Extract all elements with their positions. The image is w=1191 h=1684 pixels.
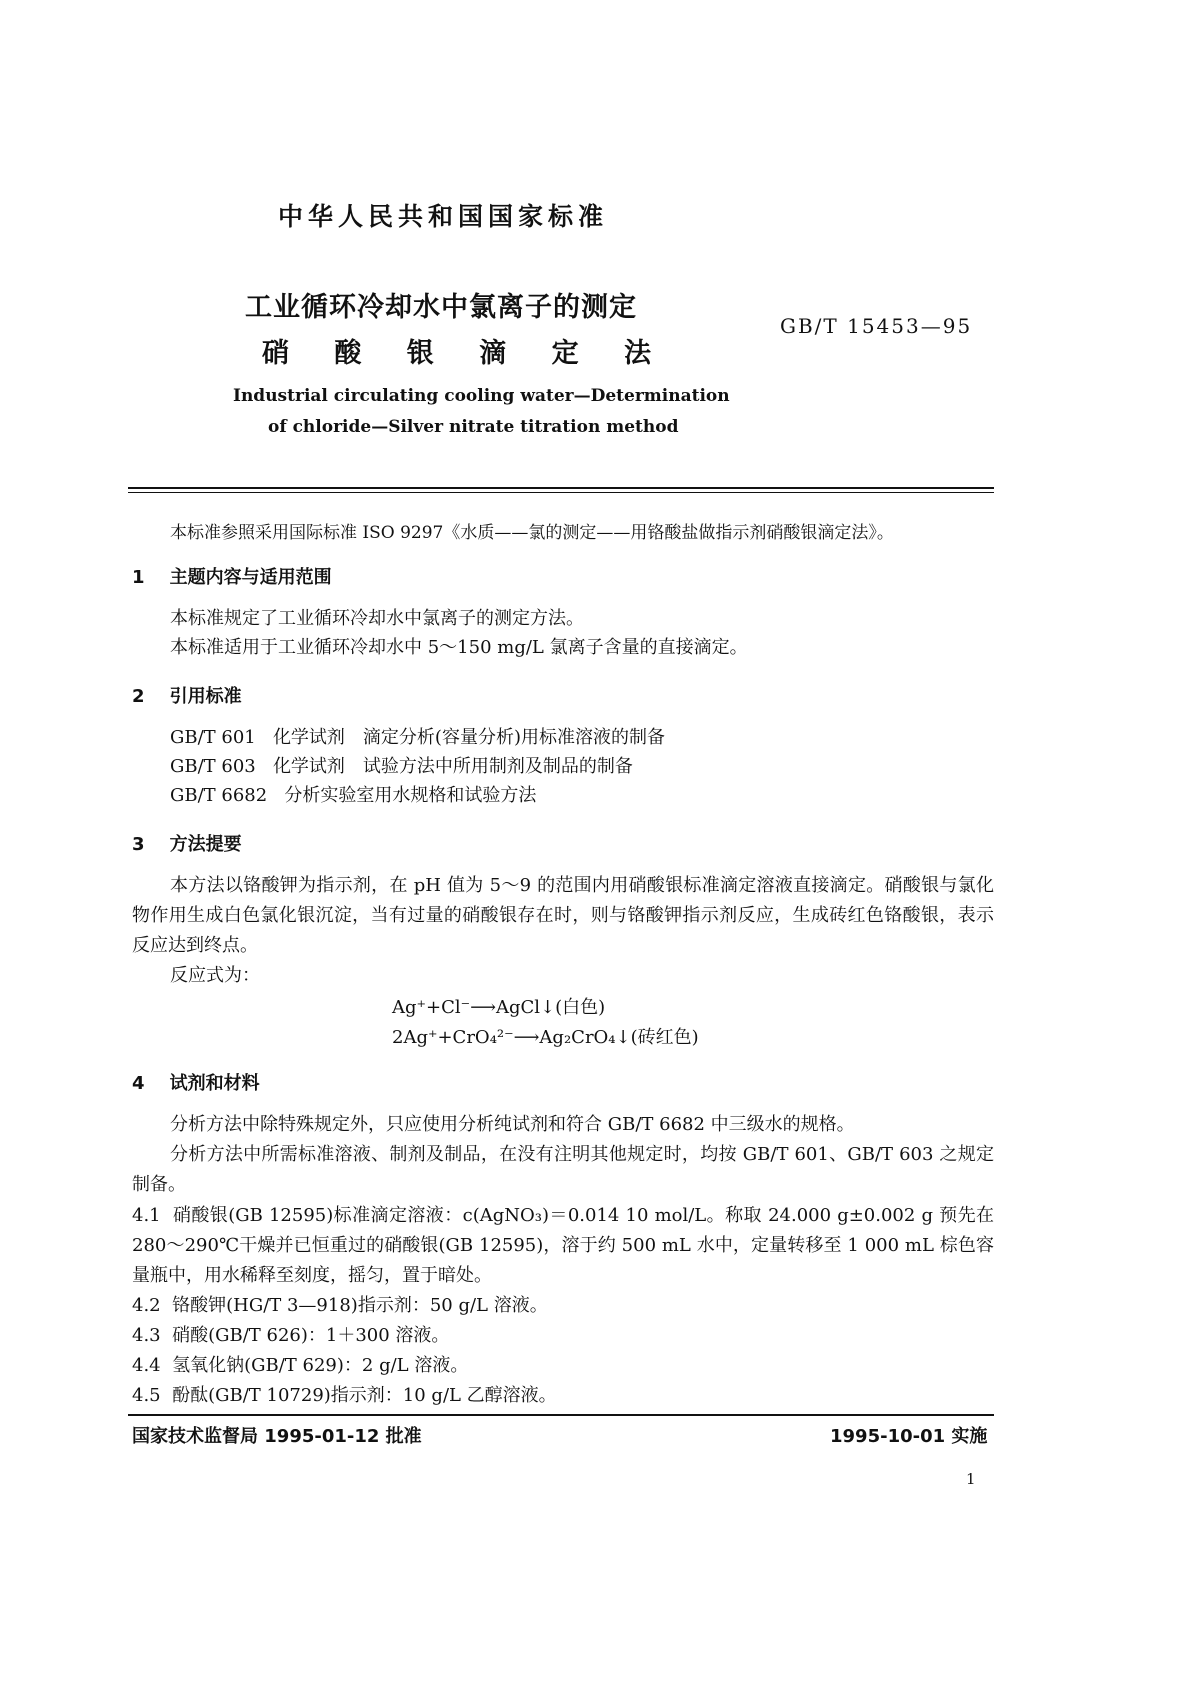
standard-number: GB/T 15453—95 (780, 314, 973, 338)
section-3-paragraph-2: 反应式为： (170, 965, 260, 986)
effective-date: 1995-10-01 实施 (830, 1426, 988, 1447)
clause-4-2 (132, 1291, 548, 1321)
clause-number: 4.1 (132, 1205, 161, 1226)
clause-4-3 (132, 1321, 449, 1351)
reaction-equation-2: 2Ag⁺+CrO₄²⁻⟶Ag₂CrO₄↓(砖红色) (392, 1027, 699, 1048)
clause-number: 4.2 (132, 1295, 161, 1316)
approval-line: 国家技术监督局 1995-01-12 批准 (132, 1426, 422, 1447)
clause-4-1 (132, 1201, 994, 1291)
footer-rule (128, 1414, 994, 1416)
clause-number: 4.5 (132, 1385, 161, 1406)
reaction-equation-1: Ag⁺+Cl⁻⟶AgCl↓(白色) (392, 997, 606, 1018)
section-2-number: 2 (132, 686, 145, 707)
reference-code: GB/T 6682 (170, 785, 268, 806)
section-2-heading (132, 682, 242, 708)
reference-code: GB/T 603 (170, 756, 256, 777)
reference-title: 化学试剂 试验方法中所用制剂及制品的制备 (272, 756, 633, 777)
header-rule-thick (128, 487, 994, 489)
english-title-line1: Industrial circulating cooling water—Determination (233, 386, 730, 406)
section-1-number: 1 (132, 567, 145, 588)
page-number: 1 (966, 1470, 976, 1488)
section-1-paragraph-1: 本标准规定了工业循环冷却水中氯离子的测定方法。 (170, 608, 584, 629)
clause-text: 硝酸银(GB 12595)标准滴定溶液：c(AgNO₃)＝0.014 10 mol/L。称取 24.000 g±0.002 g 预先在 280～290℃干燥并已恒重过的硝酸银(GB 12595)，溶于约 500 mL 水中，定量转移至 1 000 mL 棕色容量瓶中，用水稀释至刻度，摇匀，置于暗处。 (132, 1205, 994, 1286)
header-rule-thin (128, 492, 994, 493)
english-title-line2: of chloride—Silver nitrate titration method (268, 417, 679, 437)
document-title-line2: 硝 酸 银 滴 定 法 (262, 338, 669, 369)
section-1-title: 主题内容与适用范围 (169, 567, 332, 588)
reference-title: 分析实验室用水规格和试验方法 (284, 785, 537, 806)
section-3-number: 3 (132, 834, 145, 855)
reference-code: GB/T 601 (170, 727, 256, 748)
clause-text: 铬酸钾(HG/T 3—918)指示剂：50 g/L 溶液。 (172, 1295, 548, 1316)
clause-4-5 (132, 1381, 557, 1411)
section-4-title: 试剂和材料 (169, 1073, 260, 1094)
section-3-title: 方法提要 (169, 834, 242, 855)
reference-title: 化学试剂 滴定分析(容量分析)用标准溶液的制备 (272, 727, 665, 748)
clause-number: 4.3 (132, 1325, 161, 1346)
reference-item (170, 723, 665, 753)
section-4-heading (132, 1069, 260, 1095)
reference-item (170, 781, 536, 811)
clause-number: 4.4 (132, 1355, 161, 1376)
intro-paragraph: 本标准参照采用国际标准 ISO 9297《水质——氯的测定——用铬酸盐做指示剂硝酸银滴定法》。 (170, 523, 894, 543)
clause-text: 氢氧化钠(GB/T 629)：2 g/L 溶液。 (172, 1355, 469, 1376)
org-title: 中华人民共和国国家标准 (278, 202, 609, 231)
section-4-paragraph-1: 分析方法中除特殊规定外，只应使用分析纯试剂和符合 GB/T 6682 中三级水的规格。 (170, 1114, 855, 1135)
section-3-paragraph-1: 本方法以铬酸钾为指示剂，在 pH 值为 5～9 的范围内用硝酸银标准滴定溶液直接滴定。硝酸银与氯化物作用生成白色氯化银沉淀，当有过量的硝酸银存在时，则与铬酸钾指示剂反应，生成砖红色铬酸银，表示反应达到终点。 (132, 875, 994, 956)
section-1-paragraph-2: 本标准适用于工业循环冷却水中 5～150 mg/L 氯离子含量的直接滴定。 (170, 637, 748, 658)
reference-item (170, 752, 633, 782)
section-3-heading (132, 830, 242, 856)
section-4-paragraph-2: 分析方法中所需标准溶液、制剂及制品，在没有注明其他规定时，均按 GB/T 601、GB/T 603 之规定制备。 (132, 1144, 994, 1195)
section-1-heading (132, 563, 332, 589)
clause-text: 酚酞(GB/T 10729)指示剂：10 g/L 乙醇溶液。 (172, 1385, 557, 1406)
section-2-title: 引用标准 (169, 686, 242, 707)
clause-text: 硝酸(GB/T 626)：1＋300 溶液。 (172, 1325, 450, 1346)
section-4-number: 4 (132, 1073, 145, 1094)
clause-4-4 (132, 1351, 468, 1381)
document-title-line1: 工业循环冷却水中氯离子的测定 (245, 292, 637, 323)
